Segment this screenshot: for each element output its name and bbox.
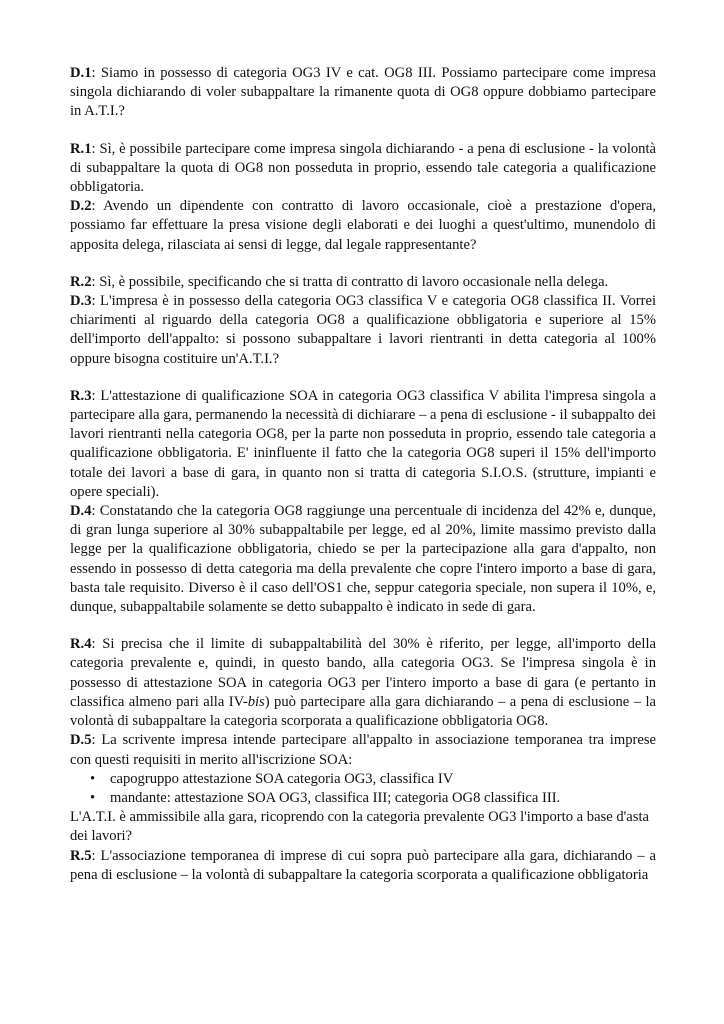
question-1-label: D.1 <box>70 65 92 81</box>
list-item: • mandante: attestazione SOA OG3, classifica III; categoria OG8 classifica III. <box>90 789 656 808</box>
answer-3-label: R.3 <box>70 387 92 404</box>
question-1 <box>70 64 656 122</box>
answer-5 <box>70 847 656 885</box>
question-2-label: D.2 <box>70 198 92 215</box>
answer-2-text: : Sì, è possibile, specificando che si tratta di contratto di lavoro occasionale nella delega. <box>91 273 609 290</box>
answer-3-text: : L'attestazione di qualificazione SOA in categoria OG3 classifica V abilita l'impresa singola a partecipare alla gara, permanendo la necessità di dichiarare – a pena di esclusione - il subappalto dei lavori rientranti nella categoria OG8, per la parte non posseduta in proprio, essendo tale categoria a qualificazione obbligatoria. E' ininfluente il fatto che la categoria OG8 superi il 15% dell'importo totale dei lavori a base di gara, in quanto non si tratta di categoria S.I.O.S. (strutture, impianti e opere speciali). <box>70 387 656 500</box>
question-2 <box>70 197 656 255</box>
question-4 <box>70 502 656 617</box>
answer-2-label: R.2 <box>70 273 92 290</box>
answer-3 <box>70 387 656 502</box>
question-5-label: D.5 <box>70 732 92 749</box>
question-3 <box>70 292 656 369</box>
answer-4-text-b: ) può partecipare alla gara dichiarando – a pena di esclusione – la volontà di subappaltare la categoria scorporata a qualificazione obbligatoria OG8. <box>70 693 656 730</box>
answer-1-label: R.1 <box>70 140 92 157</box>
answer-4-text-a: : Si precisa che il limite di subappaltabilità del 30% è riferito, per legge, all'importo della categoria prevalente e, quindi, in questo bando, alla categoria OG3. Se l'impresa singola è in possesso di attestazione SOA in categoria OG3 per l'intero importo a base di gara (e pertanto in classifica almeno pari alla IV- <box>70 636 656 710</box>
question-4-label: D.4 <box>70 503 92 520</box>
answer-1 <box>70 140 656 198</box>
question-3-text: : L'impresa è in possesso della categoria OG3 classifica V e categoria OG8 classifica II. Vorrei chiarimenti al riguardo della categoria OG8 a qualificazione obbligatoria e superiore al 15% dell'importo dell'appalto: si possono subappaltare i lavori rientranti in detta categoria al 100% oppure bisogna costituire un'A.T.I.? <box>70 293 656 367</box>
question-1-text: : Siamo in possesso di categoria OG3 IV e cat. OG8 III. Possiamo partecipare come impresa singola dichiarando di voler subappaltare la rimanente quota di OG8 oppure dobbiamo partecipare in A.T.I.? <box>70 65 656 120</box>
answer-5-text: : L'associazione temporanea di imprese di cui sopra può partecipare alla gara, dichiarando – a pena di esclusione – la volontà di subappaltare la categoria scorporata a qualificazione obbligatoria <box>70 847 656 883</box>
question-3-label: D.3 <box>70 293 92 310</box>
question-2-text: : Avendo un dipendente con contratto di lavoro occasionale, cioè a prestazione d'opera, possiamo far effettuare la presa visione degli elaborati e dei luoghi a quest'ultimo, munendolo di apposita delega, rilasciata ai sensi di legge, dal legale rappresentante? <box>70 198 656 253</box>
answer-1-text: : Sì, è possibile partecipare come impresa singola dichiarando - a pena di esclusione - la volontà di subappaltare la quota di OG8 non posseduta in proprio, essendo tale categoria a qualificazione obbligatoria. <box>70 140 656 196</box>
answer-4 <box>70 635 656 731</box>
question-4-text: : Constatando che la categoria OG8 raggiunge una percentuale di incidenza del 42% e, dunque, di gran lunga superiore al 30% subappaltabile per legge, ed al 20%, limite massimo previsto dalla legge per la qualificazione obbligatoria, chiedo se per la partecipazione alla gara d'appalto, non essendo in possesso di detta categoria ma della prevalente che copre l'intero importo a base di gara, basta tale requisito. Diverso è il caso dell'OS1 che, seppur categoria speciale, non supera il 10%, e, dunque, subappaltabile solamente se detto subappalto è indicato in sede di gara. <box>70 503 656 616</box>
answer-5-label: R.5 <box>70 847 92 864</box>
answer-4-text-italic: bis <box>247 693 265 710</box>
list-item: • capogruppo attestazione SOA categoria OG3, classifica IV <box>90 770 656 789</box>
document-page <box>70 64 656 885</box>
question-5-text-after: L'A.T.I. è ammissibile alla gara, ricoprendo con la categoria prevalente OG3 l'importo a base d'asta dei lavori? <box>70 809 649 845</box>
question-5 <box>70 731 656 769</box>
question-5-text: : La scrivente impresa intende partecipare all'appalto in associazione temporanea tra imprese con questi requisiti in merito all'iscrizione SOA: <box>70 732 656 768</box>
question-5-bullet-list <box>70 770 656 808</box>
answer-2 <box>70 273 656 292</box>
answer-4-label: R.4 <box>70 636 92 653</box>
